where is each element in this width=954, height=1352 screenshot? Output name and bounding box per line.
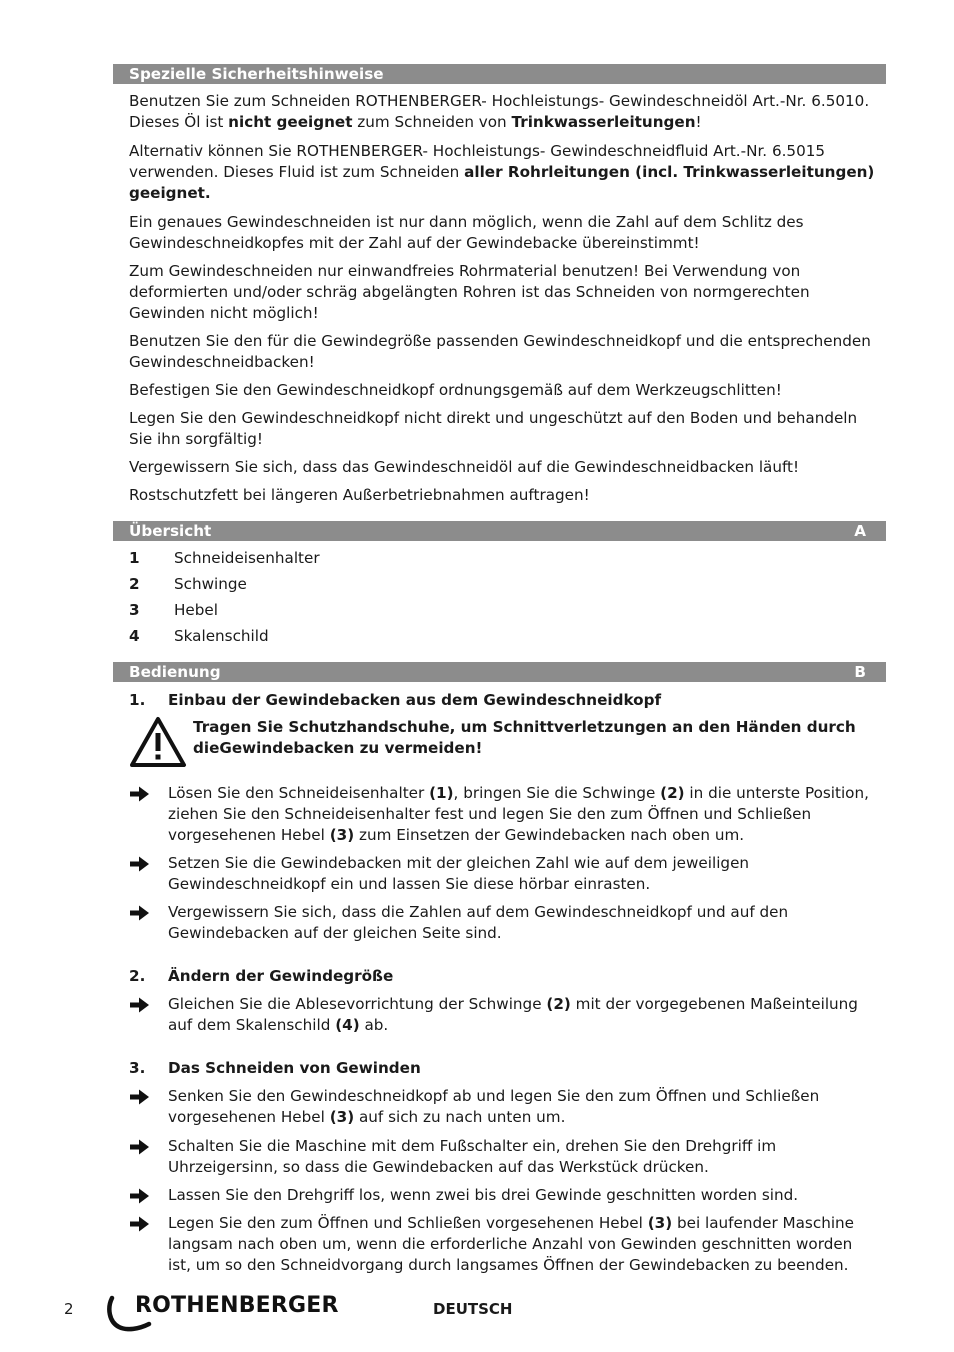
section-bar-operation [113,662,886,682]
text-run: Alternativ können Sie ROTHENBERGER- Hochleistungs- Gewindeschneidfluid Art.-Nr. 6.5015 verwenden. Dieses Fluid ist zum Schneiden [129,142,826,181]
emphasis-text: nicht geeignet [228,113,353,131]
safety-paragraph-1 [129,91,877,133]
warning-block [129,716,877,768]
overview-item-label: Schwinge [174,575,247,593]
section-title-operation: Bedienung [129,663,221,681]
text-run: zum Schneiden von [352,113,512,131]
section-tag-overview: A [854,522,866,540]
section-tag-operation: B [854,663,866,681]
warning-text: Tragen Sie Schutzhandschuhe, um Schnittverletzungen an den Händen durch dieGewindebacken zu vermeiden! [193,718,856,757]
arrow-right-icon [129,904,151,922]
text-run: ! [695,113,702,131]
text-run: , bringen Sie die Schwinge [453,784,661,802]
instruction-text [168,994,877,1036]
reference-number: (2) [660,784,685,802]
arrow-right-icon [129,1138,151,1156]
text-run: Gleichen Sie die Ablesevorrichtung der Schwinge [168,995,547,1013]
page-number: 2 [64,1300,74,1318]
reference-number: (3) [329,826,355,844]
arrow-right-icon [129,1187,151,1205]
section-bar-overview [113,521,886,541]
warning-triangle-icon [129,716,187,768]
brand-logo [105,1292,350,1334]
arrow-right-icon [129,855,151,873]
overview-item-label: Hebel [174,601,218,619]
safety-paragraph-5: Benutzen Sie den für die Gewindegröße passenden Gewindeschneidkopf und die entsprechenden Gewindeschneidbacken! [129,332,871,371]
safety-paragraph-7: Legen Sie den Gewindeschneidkopf nicht direkt und ungeschützt auf den Boden und behandeln Sie ihn sorgfältig! [129,409,858,448]
text-run: Benutzen Sie zum Schneiden ROTHENBERGER- Hochleistungs- Gewindeschneidöl Art.-Nr. 6.5010. Dieses Öl ist [129,92,870,131]
section-title-overview: Übersicht [129,522,212,540]
section-title-safety: Spezielle Sicherheitshinweise [129,65,384,83]
safety-paragraph-8: Vergewissern Sie sich, dass das Gewindeschneidöl auf die Gewindeschneidbacken läuft! [129,458,800,476]
overview-item-label: Schneideisenhalter [174,549,320,567]
step-number: 3. [129,1059,146,1077]
step-number: 1. [129,691,146,709]
arrow-right-icon [129,785,151,803]
arrow-right-icon [129,1215,151,1233]
text-run: auf sich zu nach unten um. [354,1108,566,1126]
text-run: bei laufender Maschine langsam nach oben um, wenn die erforderliche Anzahl von Gewinden geschnitten worden ist, um so den Schneidvorgang durch langsames Öffnen der Gewindebacken zu beenden. [168,1214,855,1274]
instruction-text: Schalten Sie die Maschine mit dem Fußschalter ein, drehen Sie den Drehgriff im Uhrzeigersinn, so dass die Gewindebacken auf das Werkstück drücken. [168,1137,777,1176]
text-run: ab. [359,1016,389,1034]
step-title: Einbau der Gewindebacken aus dem Gewindeschneidkopf [168,691,662,709]
reference-number: (3) [329,1108,355,1126]
step-title: Das Schneiden von Gewinden [168,1059,421,1077]
reference-number: (2) [546,995,571,1013]
arrow-right-icon [129,1088,151,1106]
text-run: Senken Sie den Gewindeschneidkopf ab und legen Sie den zum Öffnen und Schließen vorgesehenen Hebel [168,1087,820,1126]
reference-number: (4) [335,1016,360,1034]
brand-wordmark: ROTHENBERGER [135,1293,339,1318]
text-run: zum Einsetzen der Gewindebacken nach oben um. [354,826,745,844]
step-number: 2. [129,967,146,985]
text-run: Lösen Sie den Schneideisenhalter [168,784,430,802]
safety-paragraph-6: Befestigen Sie den Gewindeschneidkopf ordnungsgemäß auf dem Werkzeugschlitten! [129,381,782,399]
safety-paragraph-4: Zum Gewindeschneiden nur einwandfreies Rohrmaterial benutzen! Bei Verwendung von deformierten und/oder schräg abgelängten Rohren ist das Schneiden von normgerechten Gewinden nicht möglich! [129,262,810,322]
instruction-text: Lassen Sie den Drehgriff los, wenn zwei bis drei Gewinde geschnitten worden sind. [168,1186,799,1204]
instruction-text [168,1086,877,1128]
section-bar-safety [113,64,886,84]
language-label: DEUTSCH [433,1300,513,1318]
emphasis-text: aller Rohrleitungen (incl. Trinkwasserleitungen) geeignet. [129,163,875,202]
step-title: Ändern der Gewindegröße [168,967,394,985]
overview-item-number: 1 [129,549,140,567]
overview-item-number: 3 [129,601,140,619]
instruction-text: Vergewissern Sie sich, dass die Zahlen auf dem Gewindeschneidkopf und auf den Gewindebacken auf der gleichen Seite sind. [168,903,789,942]
overview-item-number: 2 [129,575,140,593]
instruction-text [168,1213,877,1276]
overview-item-label: Skalenschild [174,627,269,645]
text-run: mit der vorgegebenen Maßeinteilung auf dem Skalenschild [168,995,858,1034]
text-run: in die unterste Position, ziehen Sie den Schneideisenhalter fest und legen Sie den zum Öffnen und Schließen vorgesehenen Hebel [168,784,869,844]
safety-paragraph-3: Ein genaues Gewindeschneiden ist nur dann möglich, wenn die Zahl auf dem Schlitz des Gewindeschneidkopfes mit der Zahl auf der Gewindebacke übereinstimmt! [129,213,804,252]
safety-paragraph-2 [129,141,877,204]
reference-number: (1) [429,784,454,802]
text-run: Legen Sie den zum Öffnen und Schließen vorgesehenen Hebel [168,1214,648,1232]
emphasis-text: Trinkwasserleitungen [511,113,696,131]
instruction-text: Setzen Sie die Gewindebacken mit der gleichen Zahl wie auf dem jeweiligen Gewindeschneidkopf ein und lassen Sie diese hörbar einrasten. [168,854,750,893]
arrow-right-icon [129,996,151,1014]
instruction-text [168,783,877,846]
overview-item-number: 4 [129,627,140,645]
reference-number: (3) [647,1214,673,1232]
safety-paragraph-9: Rostschutzfett bei längeren Außerbetriebnahmen auftragen! [129,486,590,504]
